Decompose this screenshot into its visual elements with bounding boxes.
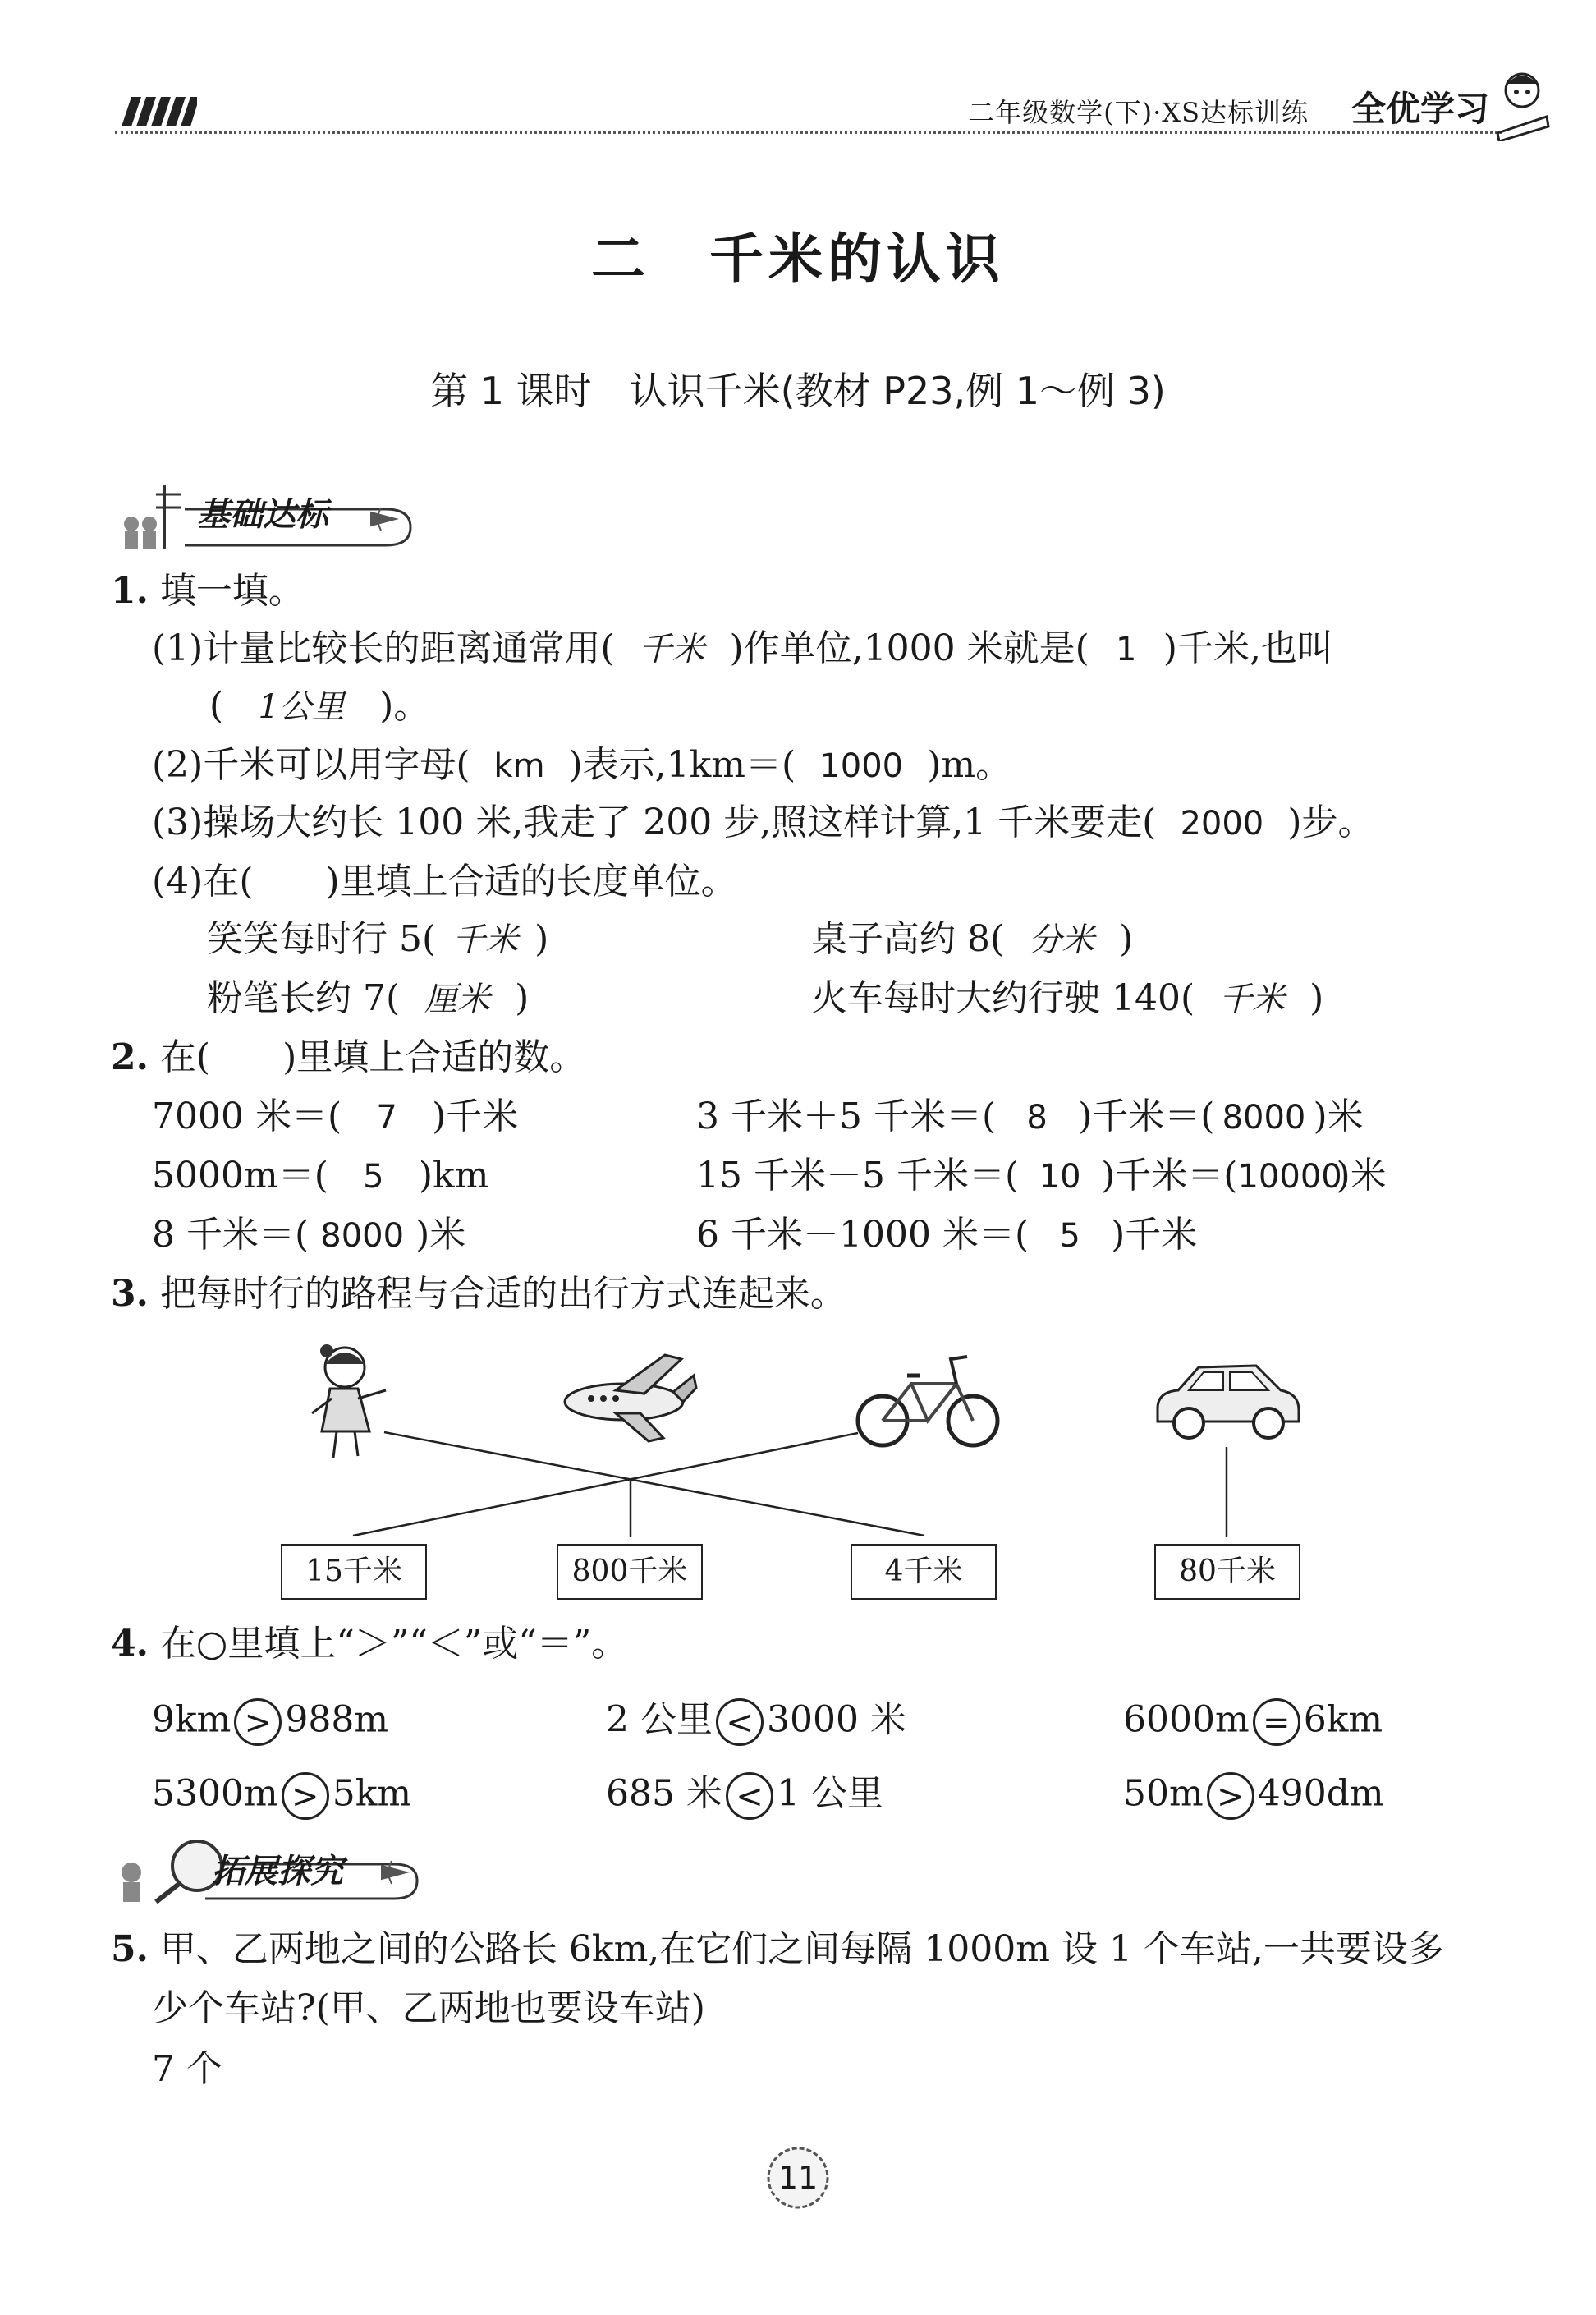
q5-number: 5. <box>111 1928 149 1970</box>
q4-item-5 <box>606 1772 883 1820</box>
q1-part4: (4)在( )里填上合适的长度单位。 <box>152 861 737 903</box>
q1-part1-line2 <box>209 685 430 727</box>
q1-p1-text-b: )作单位,1000 米就是( <box>729 627 1089 669</box>
q4-i1-right: 988m <box>285 1698 389 1741</box>
q2-r1-answer: 8 <box>1026 1099 1048 1137</box>
q4-i3-sign: = <box>1253 1698 1300 1746</box>
q1-p1-text-e: )。 <box>379 685 430 727</box>
q2-r2-mid: )千米＝( <box>1101 1155 1238 1197</box>
mascot-icon <box>1489 67 1555 141</box>
q2-r1-pre: 3 千米＋5 千米＝( <box>696 1095 997 1137</box>
q2-l1-answer: 7 <box>376 1099 397 1137</box>
q4-item-3 <box>1123 1698 1383 1746</box>
q1-p1-answer2: 1 <box>1116 631 1137 668</box>
page-title: 二 千米的认识 <box>591 227 1005 291</box>
q1-item-1 <box>207 918 549 960</box>
q2-r1-post: )米 <box>1313 1095 1364 1137</box>
q2-right-3 <box>696 1214 1198 1256</box>
q2-r3-pre: 6 千米－1000 米＝( <box>696 1214 1030 1256</box>
q5-line2: 少个车站?(甲、乙两地也要设车站) <box>152 1987 705 2029</box>
q1-p2-text-c: )m。 <box>927 744 1012 786</box>
q3-box-4: 80千米 <box>1154 1544 1300 1600</box>
q4-stem <box>111 1623 628 1665</box>
q1-item1-pre: 笑笑每时行 5( <box>207 918 437 960</box>
q5-answer: 7 个 <box>152 2048 222 2090</box>
section-extend-title: 拓展探究 <box>212 1853 343 1890</box>
header-brand: 全优学习 <box>1351 89 1489 129</box>
q1-item3-post: ) <box>515 977 530 1019</box>
q1-p1-text-a: (1)计量比较长的距离通常用( <box>152 627 615 669</box>
page-number: 11 <box>777 2160 819 2196</box>
q4-i4-right: 5km <box>332 1772 412 1815</box>
q2-l2-answer: 5 <box>363 1158 384 1196</box>
q1-item4-post: ) <box>1309 977 1324 1019</box>
q1-p1-answer3: 1公里 <box>258 688 345 726</box>
q2-l3-answer: 8000 <box>320 1217 405 1255</box>
q1-p2-text-a: (2)千米可以用字母( <box>152 744 470 786</box>
q4-i3-left: 6000m <box>1123 1698 1250 1741</box>
q5-line1-text: 甲、乙两地之间的公路长 6km,在它们之间每隔 1000m 设 1 个车站,一共要设多 <box>159 1928 1444 1970</box>
q2-stem-text: 在( )里填上合适的数。 <box>159 1036 586 1078</box>
q3-box-2: 800千米 <box>557 1544 703 1600</box>
q2-r2-post: )米 <box>1336 1155 1387 1197</box>
q1-item4-pre: 火车每时大约行驶 140( <box>811 977 1195 1019</box>
airplane-icon <box>558 1351 698 1449</box>
q2-r3-mid: )千米 <box>1111 1214 1198 1256</box>
q1-p2-answer1: km <box>493 747 545 785</box>
q4-stem-text: 在○里填上“＞”“＜”或“＝”。 <box>159 1623 628 1665</box>
q1-item2-answer: 分米 <box>1029 921 1095 959</box>
q1-item-2 <box>811 918 1134 960</box>
q4-i5-left: 685 米 <box>606 1772 722 1815</box>
q2-right-1 <box>696 1095 1364 1137</box>
q1-p1-answer1: 千米 <box>639 631 705 668</box>
q2-left-3 <box>152 1214 466 1256</box>
q1-stem <box>111 570 305 612</box>
q2-right-2 <box>696 1155 1387 1197</box>
q1-item2-post: ) <box>1119 918 1134 960</box>
q3-box-3: 4千米 <box>851 1544 997 1600</box>
q1-stem-text: 填一填。 <box>159 570 305 612</box>
q3-stem-text: 把每时行的路程与合适的出行方式连起来。 <box>159 1273 846 1315</box>
bicycle-icon <box>854 1347 1002 1454</box>
q4-i1-sign: > <box>234 1698 282 1746</box>
q1-p3-text-b: )步。 <box>1287 802 1374 843</box>
q1-item2-pre: 桌子高约 8( <box>811 918 1005 960</box>
q1-number: 1. <box>111 570 149 612</box>
q2-left-1 <box>152 1095 519 1137</box>
q3-stem <box>111 1273 846 1315</box>
q2-l1-pre: 7000 米＝( <box>152 1095 342 1137</box>
girl-icon <box>304 1334 402 1466</box>
q5-line1 <box>111 1928 1444 1970</box>
q2-r1-mid: )千米＝( <box>1078 1095 1215 1137</box>
q1-p1-text-d: ( <box>209 685 224 727</box>
q2-r1-answer2: 8000 <box>1222 1099 1306 1137</box>
header-stripes <box>115 97 197 126</box>
q4-i2-right: 3000 米 <box>766 1698 906 1741</box>
q4-item-6 <box>1123 1772 1384 1820</box>
q1-part1-line1 <box>152 627 1333 669</box>
q3-box-1: 15千米 <box>281 1544 427 1600</box>
lesson-subtitle: 第 1 课时 认识千米(教材 P23,例 1～例 3) <box>430 369 1166 413</box>
q1-item4-answer: 千米 <box>1219 981 1286 1018</box>
q1-p2-text-b: )表示,1km＝( <box>568 744 796 786</box>
q1-item3-answer: 厘米 <box>424 981 491 1018</box>
q4-i3-right: 6km <box>1303 1698 1383 1741</box>
q4-item-1 <box>152 1698 388 1746</box>
q2-l2-post: )km <box>418 1155 489 1197</box>
q4-i6-sign: > <box>1207 1772 1254 1820</box>
q4-number: 4. <box>111 1623 149 1665</box>
q4-i6-right: 490dm <box>1257 1772 1384 1815</box>
header-book-info: 二年级数学(下)·XS达标训练 <box>968 97 1309 128</box>
q2-r2-answer2: 10000 <box>1237 1158 1342 1196</box>
q4-i5-sign: < <box>726 1772 773 1820</box>
q2-l3-post: )米 <box>415 1214 466 1256</box>
q1-item1-post: ) <box>534 918 549 960</box>
q4-i2-left: 2 公里 <box>606 1698 713 1741</box>
q2-l2-pre: 5000m＝( <box>152 1155 328 1197</box>
q1-p1-text-c: )千米,也叫 <box>1163 627 1333 669</box>
q4-i1-left: 9km <box>152 1698 232 1741</box>
q1-p3-text-a: (3)操场大约长 100 米,我走了 200 步,照这样计算,1 千米要走( <box>152 802 1157 843</box>
q2-r2-answer: 10 <box>1039 1158 1081 1196</box>
q2-stem <box>111 1036 586 1078</box>
car-icon <box>1149 1351 1305 1449</box>
q2-l3-pre: 8 千米＝( <box>152 1214 310 1256</box>
section-basic-title: 基础达标 <box>197 496 328 534</box>
q1-p2-answer2: 1000 <box>819 747 904 785</box>
q1-item-4 <box>811 977 1324 1019</box>
q2-left-2 <box>152 1155 489 1197</box>
q2-r3-answer: 5 <box>1059 1217 1080 1255</box>
q4-i4-left: 5300m <box>152 1772 278 1815</box>
q1-part2 <box>152 744 1012 786</box>
q3-number: 3. <box>111 1273 149 1315</box>
q4-item-4 <box>152 1772 411 1820</box>
q2-number: 2. <box>111 1036 149 1078</box>
q1-part3 <box>152 802 1374 843</box>
q4-i4-sign: > <box>282 1772 329 1820</box>
q2-l1-post: )千米 <box>432 1095 519 1137</box>
q2-r2-pre: 15 千米－5 千米＝( <box>696 1155 1020 1197</box>
q4-i6-left: 50m <box>1123 1772 1204 1815</box>
q1-item-3 <box>207 977 530 1019</box>
q4-i2-sign: < <box>716 1698 764 1746</box>
q1-item1-answer: 千米 <box>452 921 519 959</box>
q1-p3-answer: 2000 <box>1180 805 1264 843</box>
q1-item3-pre: 粉笔长约 7( <box>207 977 401 1019</box>
q4-i5-right: 1 公里 <box>776 1772 883 1815</box>
q4-item-2 <box>606 1698 906 1746</box>
header-rule <box>115 131 1502 134</box>
